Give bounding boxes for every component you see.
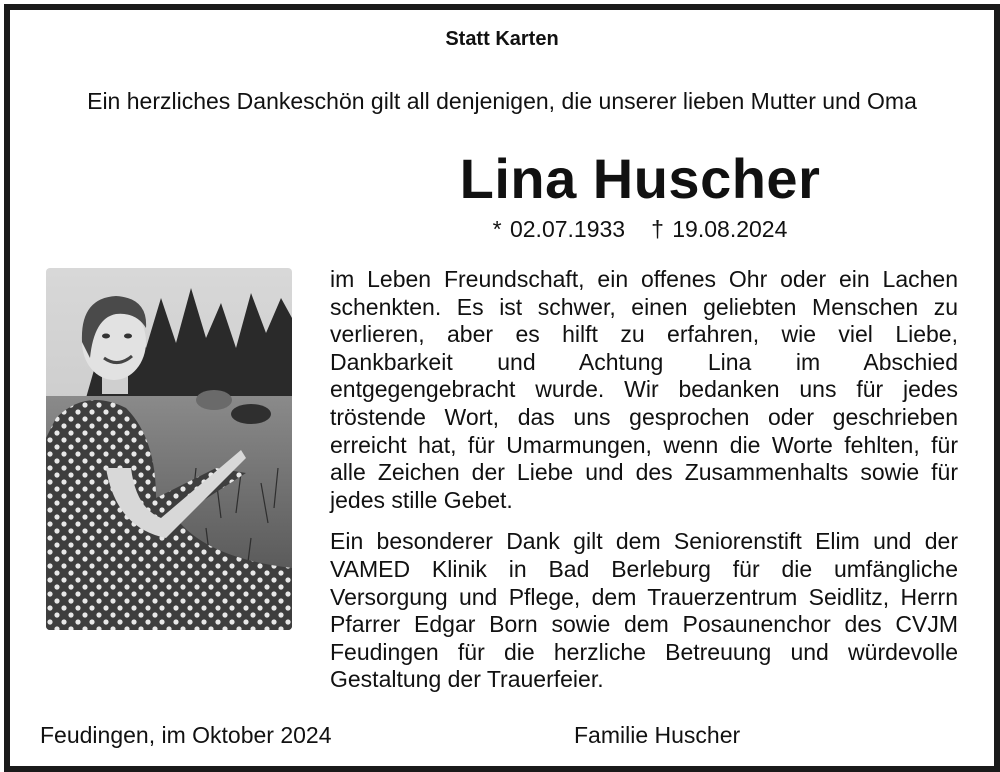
portrait-photo <box>46 268 292 630</box>
deceased-name: Lina Huscher <box>459 147 821 210</box>
paragraph-gratitude: im Leben Freundschaft, ein offenes Ohr oder ein Lachen schenkten. Es ist schwer, einen geliebten Menschen zu verlieren, aber es hilft zu erfahren, wie viel Liebe, Dankbarkeit und Achtung Lina im Abschied entgegengebracht wurde. Wir bedanken uns für jedes tröstende Wort, das uns gesprochen oder geschrieben erreicht hat, für Umarmungen, wenn die Worte fehlten, für alle Zeichen der Liebe und des Zusammenhalts sowie für jedes stille Gebet. <box>330 266 958 513</box>
life-dates <box>320 216 960 243</box>
thank-you-text <box>330 266 958 694</box>
place-and-date: Feudingen, im Oktober 2024 <box>40 722 332 748</box>
family-signature: Familie Huscher <box>574 722 741 748</box>
header-label: Statt Karten <box>445 28 559 50</box>
intro-line: Ein herzliches Dankeschön gilt all denjenigen, die unserer lieben Mutter und Oma <box>87 88 917 114</box>
paragraph-special-thanks: Ein besonderer Dank gilt dem Seniorenstift Elim und der VAMED Klinik in Bad Berleburg für die umfängliche Versorgung und Pflege, dem Trauerzentrum Seidlitz, Herrn Pfarrer Edgar Born sowie dem Posaunenchor des CVJM Feudingen für die herzliche Betreuung und würdevolle Gestaltung der Trauerfeier. <box>330 528 958 693</box>
obituary-notice <box>4 4 1000 772</box>
death-date: † 19.08.2024 <box>651 216 788 242</box>
birth-date: * 02.07.1933 <box>492 216 626 242</box>
